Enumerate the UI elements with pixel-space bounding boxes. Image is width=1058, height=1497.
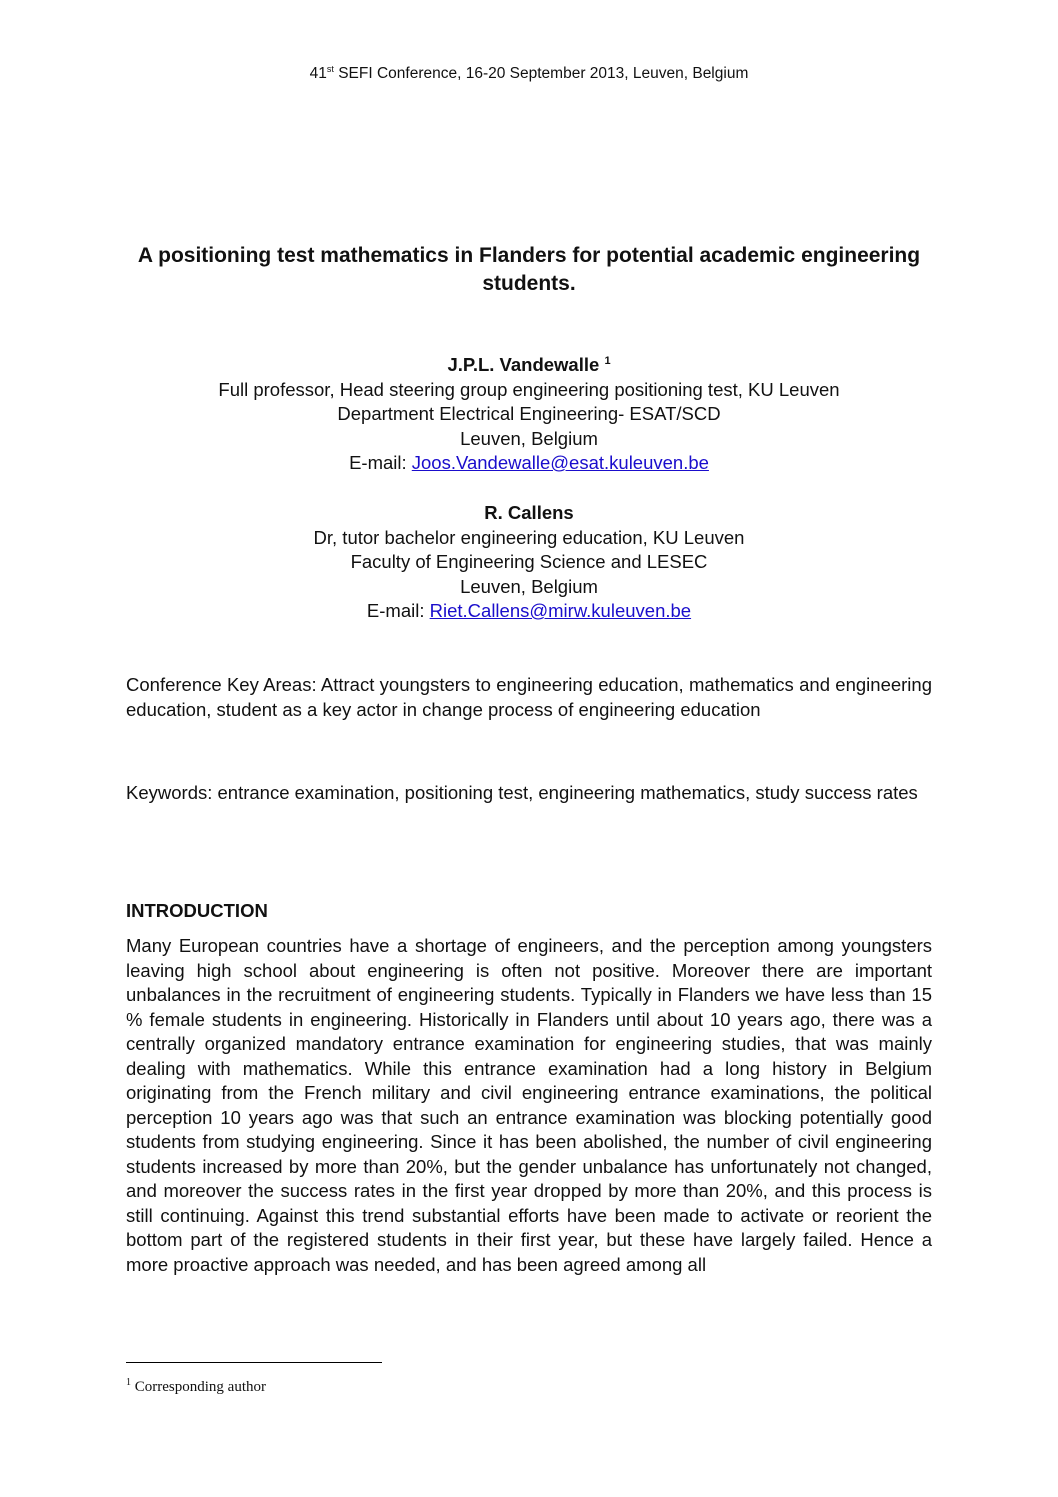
author-name: R. Callens	[484, 502, 574, 523]
conference-key-areas: Conference Key Areas: Attract youngsters to engineering education, mathematics and engineering education, student as a key actor in change process of engineering education	[126, 674, 932, 720]
author-name: J.P.L. Vandewalle $^1$	[447, 354, 611, 376]
footnote-text: Corresponding author	[131, 1379, 266, 1395]
author-email-line: E-mail: Riet.Callens@mirw.kuleuven.be	[366, 600, 692, 621]
section-heading: INTRODUCTION	[126, 900, 268, 921]
author-affiliation-line: Leuven, Belgium	[460, 427, 598, 449]
author-block-2	[100, 501, 958, 624]
footnote	[126, 1377, 266, 1396]
keywords: Keywords: entrance examination, positioning test, engineering mathematics, study success rates	[126, 782, 918, 803]
introduction-body: Many European countries have a shortage of engineers, and the perception among youngsters leaving high school about engineering is often not positive. Moreover there are important unbalances in the recruitment of engineering students. Typically in Flanders we have less than 15 % female students in engineering. Historically in Flanders until about 10 years ago, there was a centrally organized mandatory entrance examination for engineering studies, that was mainly dealing with mathematics. While this entrance examination had a long history in Belgium originating from the French military and civil engineering entrance examinations, the political perception 10 years ago was that such an entrance examination was blocking potentially good students from studying engineering. Since it has been abolished, the number of civil engineering students increased by more than 20%, but the gender unbalance has unfortunately not changed, and moreover the success rates in the first year dropped by more than 20%, and this process is still continuing. Against this trend substantial efforts have been made to activate or reorient the bottom part of the registered students in their first year, but these have largely failed. Hence a more proactive approach was needed, and has been agreed among all	[126, 935, 932, 1275]
running-header	[0, 64, 1058, 83]
conference-info: SEFI Conference, 16-20 September 2013, Leuven, Belgium	[333, 65, 749, 83]
author-affiliation-line: Faculty of Engineering Science and LESEC	[350, 551, 708, 572]
author-affiliation-line: Leuven, Belgium	[460, 575, 598, 597]
paper-title: A positioning test mathematics in Flanders for potential academic engineering students.	[137, 244, 921, 295]
conference-number: 41	[309, 65, 327, 83]
ordinal-suffix: st	[326, 64, 334, 74]
footnote-divider	[126, 1362, 382, 1363]
author-affiliation-line: Dr, tutor bachelor engineering education, KU Leuven	[313, 526, 745, 548]
author-affiliation-line: Full professor, Head steering group engineering positioning test, KU Leuven	[218, 378, 840, 400]
author-email-link[interactable]: Joos.Vandewalle@esat.kuleuven.be	[411, 452, 709, 474]
footnote-mark: 1	[604, 355, 611, 367]
author-email-line: E-mail: Joos.Vandewalle@esat.kuleuven.be	[349, 452, 709, 474]
author-affiliation-line: Department Electrical Engineering- ESAT/SCD	[337, 403, 721, 425]
footnote-mark: 1	[126, 1377, 131, 1388]
author-block-1	[100, 349, 958, 476]
author-email-link[interactable]: Riet.Callens@mirw.kuleuven.be	[429, 600, 692, 621]
